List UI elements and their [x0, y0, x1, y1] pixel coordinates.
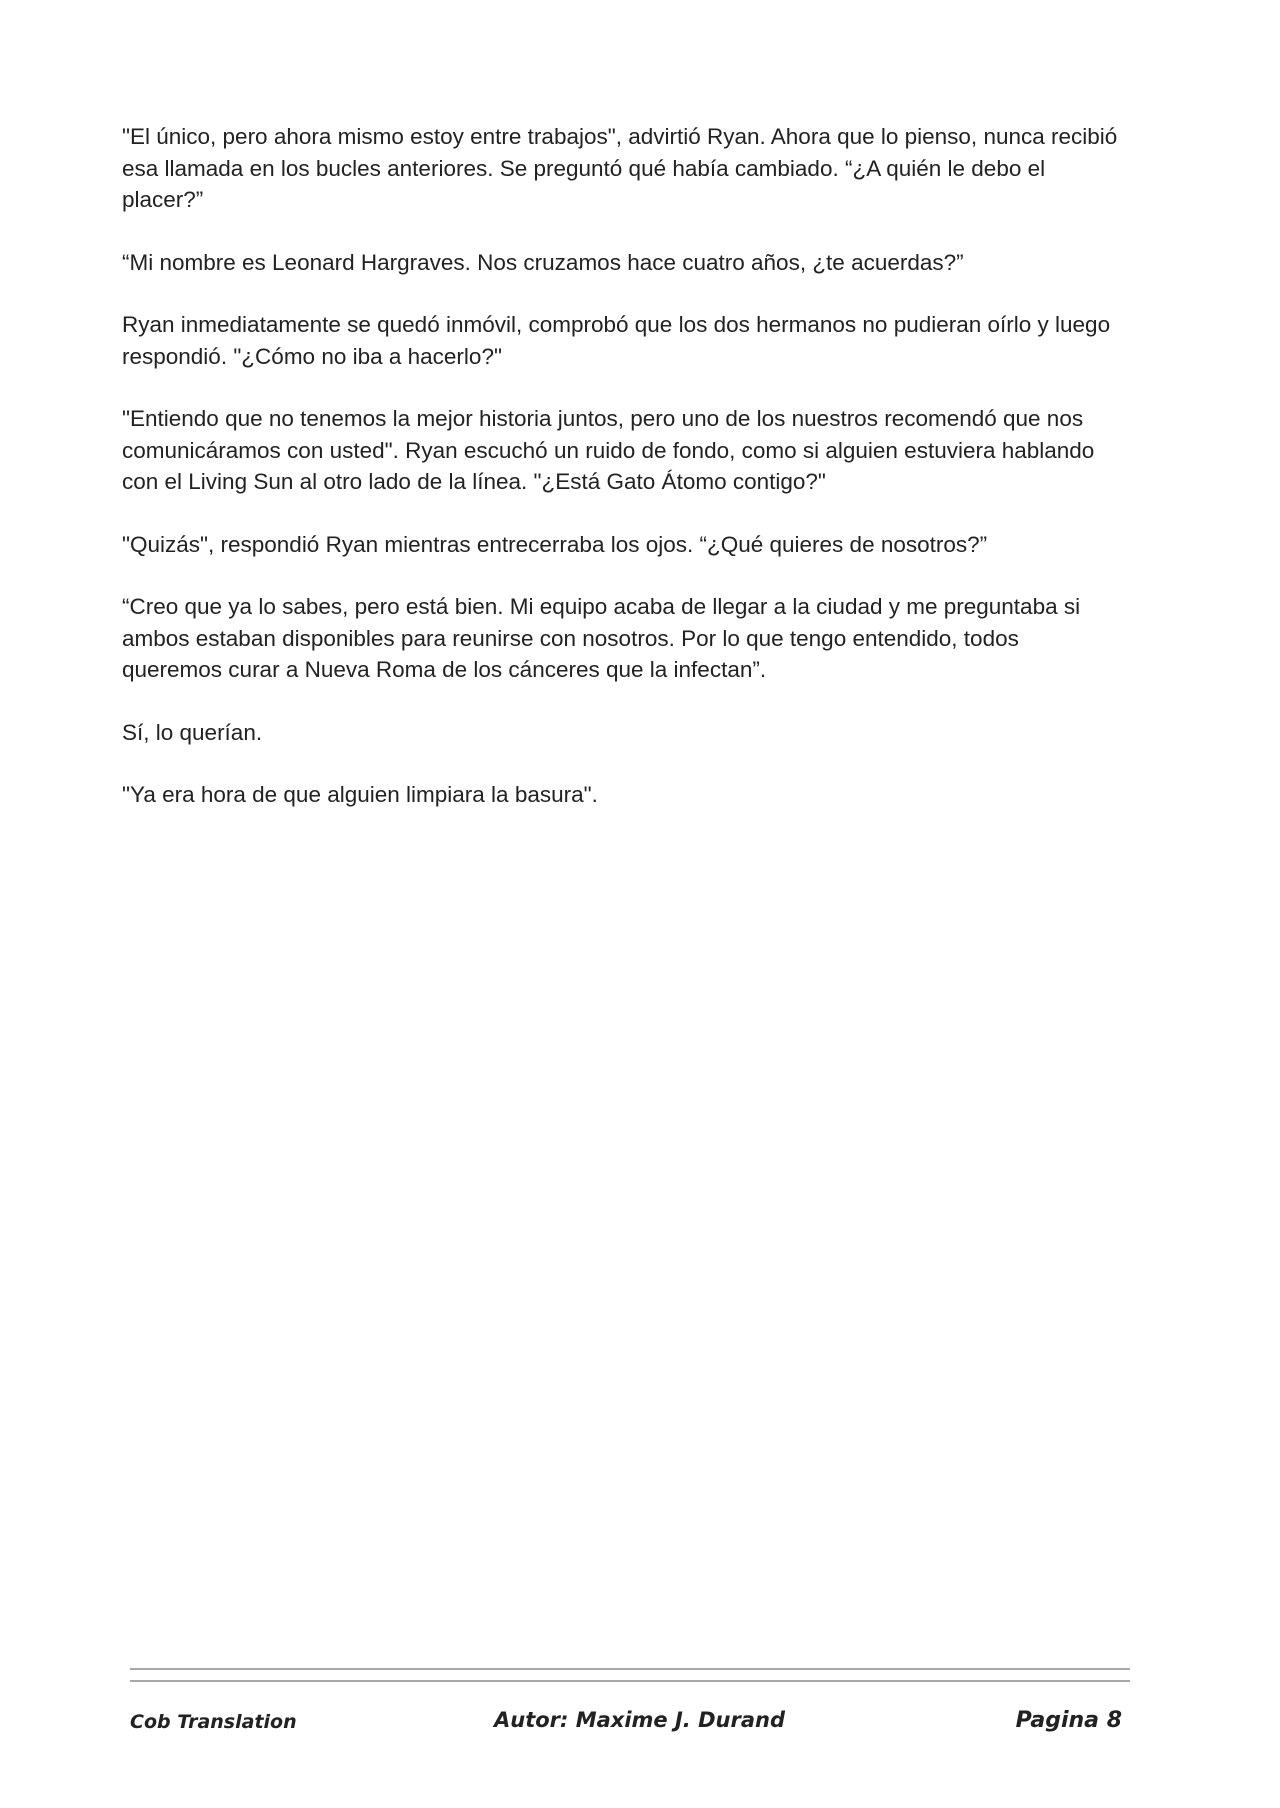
footer-author: Autor: Maxime J. Durand	[494, 1708, 785, 1732]
footer-translator: Cob Translation	[130, 1711, 297, 1733]
body-text	[122, 121, 1122, 842]
paragraph-8: "Ya era hora de que alguien limpiara la basura".	[122, 782, 598, 807]
paragraph-5: "Quizás", respondió Ryan mientras entrecerraba los ojos. “¿Qué quieres de nosotros?”	[122, 531, 988, 557]
footer-divider-top	[130, 1668, 1130, 1670]
paragraph-6: “Creo que ya lo sabes, pero está bien. Mi equipo acaba de llegar a la ciudad y me preguntaba si ambos estaban disponibles para reunirse con nosotros. Por lo que tengo entendido, todos queremos curar a Nueva Roma de los cánceres que la infectan”.	[122, 594, 1081, 682]
page-footer	[130, 1708, 1130, 1742]
paragraph-3: Ryan inmediatamente se quedó inmóvil, comprobó que los dos hermanos no pudieran oírlo y luego respondió. "¿Cómo no iba a hacerlo?"	[122, 312, 1111, 369]
paragraph-7: Sí, lo querían.	[122, 719, 263, 745]
footer-page-number: Pagina 8	[1015, 1708, 1122, 1733]
paragraph-4: "Entiendo que no tenemos la mejor historia juntos, pero uno de los nuestros recomendó que nos comunicáramos con usted". Ryan escuchó un ruido de fondo, como si alguien estuviera hablando con el Living Sun al otro lado de la línea. "¿Está Gato Átomo contigo?"	[122, 406, 1095, 494]
paragraph-2: “Mi nombre es Leonard Hargraves. Nos cruzamos hace cuatro años, ¿te acuerdas?”	[122, 249, 964, 275]
paragraph-1: "El único, pero ahora mismo estoy entre trabajos", advirtió Ryan. Ahora que lo pienso, nunca recibió esa llamada en los bucles anteriores. Se preguntó qué había cambiado. “¿A quién le debo el placer?”	[122, 124, 1118, 212]
footer-divider-bottom	[130, 1680, 1130, 1682]
